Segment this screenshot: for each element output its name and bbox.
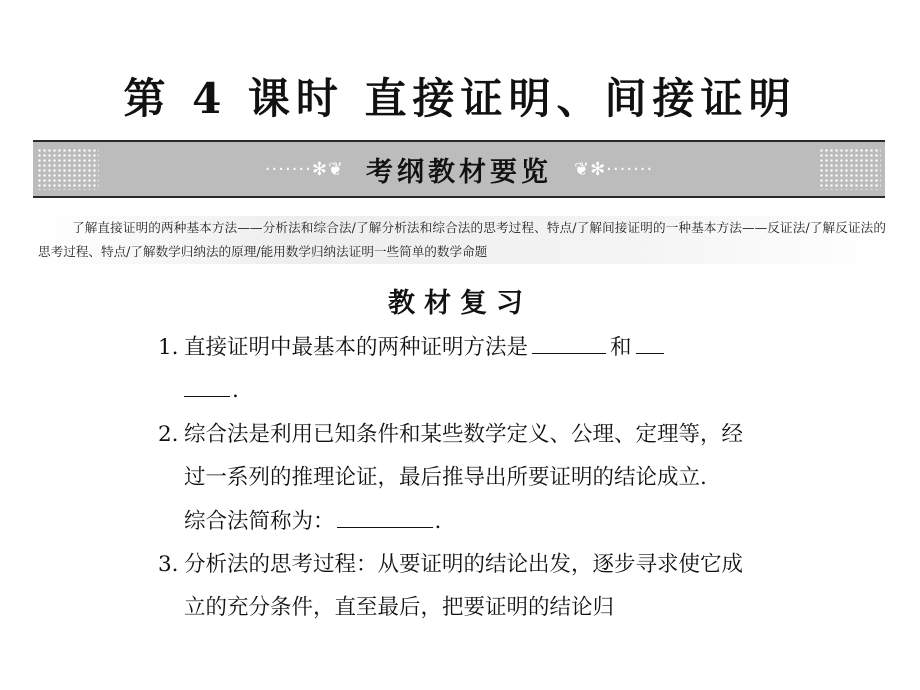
question-number: 2. <box>158 421 179 447</box>
section-banner <box>33 140 885 198</box>
question-text: 分析法的思考过程：从要证明的结论出发，逐步寻求使它成立的充分条件，直至最后，把要证明的结论归 <box>184 552 744 621</box>
ornament-right-icon: ❦✻······· <box>574 158 654 180</box>
review-content <box>158 326 758 630</box>
answer-blank[interactable] <box>532 333 606 354</box>
question-number: 3. <box>158 552 179 578</box>
question-text: 综合法是利用已知条件和某些数学定义、公理、定理等，经过一系列的推理论证，最后推导出所要证明的结论成立. <box>184 421 744 491</box>
question-text: . <box>434 508 442 534</box>
question-text: 综合法简称为： <box>184 508 335 534</box>
question-text: 和 <box>610 335 632 360</box>
dot-pattern-decoration <box>819 148 881 190</box>
answer-blank[interactable] <box>636 333 664 354</box>
answer-blank[interactable] <box>184 376 230 397</box>
question-item-1 <box>158 326 758 413</box>
question-item-2 <box>158 413 758 543</box>
question-item-3 <box>158 543 758 630</box>
ornament-left-icon: ·······✻❦ <box>264 158 344 180</box>
answer-blank[interactable] <box>337 507 433 528</box>
dot-pattern-decoration <box>37 148 99 190</box>
question-number: 1. <box>158 335 179 360</box>
lesson-title: 第 4 课时 直接证明、间接证明 <box>123 74 797 123</box>
section-heading: 教材复习 <box>388 288 532 319</box>
banner-title: 考纲教材要览 <box>366 156 552 188</box>
question-text: 直接证明中最基本的两种证明方法是 <box>184 335 529 360</box>
question-text: . <box>232 378 239 404</box>
syllabus-requirements: 了解直接证明的两种基本方法——分析法和综合法/了解分析法和综合法的思考过程、特点/了解间接证明的一种基本方法——反证法/了解反证法的思考过程、特点/了解数学归纳法的原理/能用数学归纳法证明一些简单的数学命题 <box>38 216 886 264</box>
